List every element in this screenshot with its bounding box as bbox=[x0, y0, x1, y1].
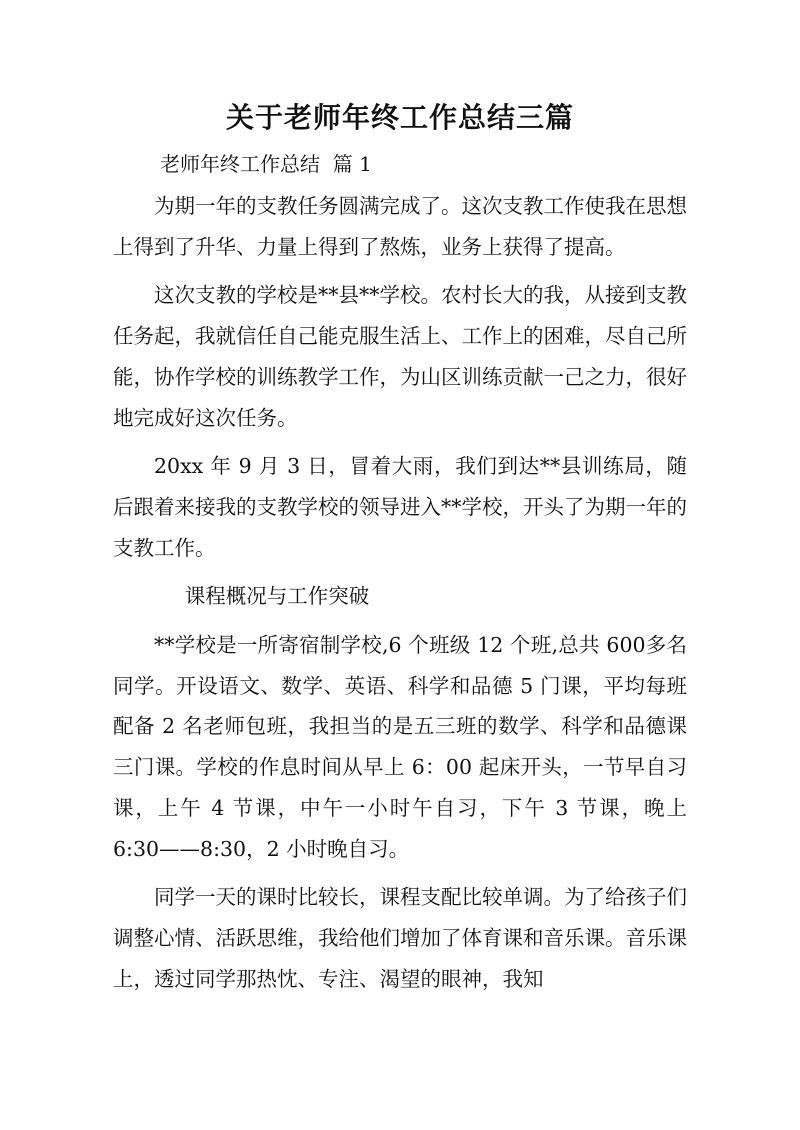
section-heading: 课程概况与工作突破 bbox=[184, 584, 370, 609]
paragraph-5: 同学一天的课时比较长，课程支配比较单调。为了给孩子们调整心情、活跃思维，我给他们增加了体育课和音乐课。音乐课上，透过同学那热忱、专注、渴望的眼神，我知 bbox=[113, 885, 687, 991]
paragraph-4: **学校是一所寄宿制学校,6 个班级 12 个班,总共 600多名同学。开设语文、数学、英语、科学和品德 5 门课，平均每班配备 2 名老师包班，我担当的是五三班的数学、科学和品德课三门课。学校的作息时间从早上 6：00 起床开头，一节早自习课，上午 4 节课，中午一小时午自习，下午 3 节课，晚上 6:30——8:30，2 小时晚自习。 bbox=[113, 633, 687, 861]
document-title: 关于老师年终工作总结三篇 bbox=[225, 101, 574, 134]
document-subheading: 老师年终工作总结 篇 1 bbox=[160, 152, 372, 176]
paragraph-3: 20xx 年 9 月 3 日，冒着大雨，我们到达**县训练局，随后跟着来接我的支教学校的领导进入**学校，开头了为期一年的支教工作。 bbox=[113, 454, 687, 560]
document-body bbox=[113, 186, 687, 1007]
paragraph-1: 为期一年的支教任务圆满完成了。这次支教工作使我在思想上得到了升华、力量上得到了熬炼，业务上获得了提高。 bbox=[113, 194, 687, 259]
paragraph-2: 这次支教的学校是**县**学校。农村长大的我，从接到支教任务起，我就信任自己能克服生活上、工作上的困难，尽自己所能，协作学校的训练教学工作，为山区训练贡献一己之力，很好地完成好这次任务。 bbox=[113, 283, 687, 430]
